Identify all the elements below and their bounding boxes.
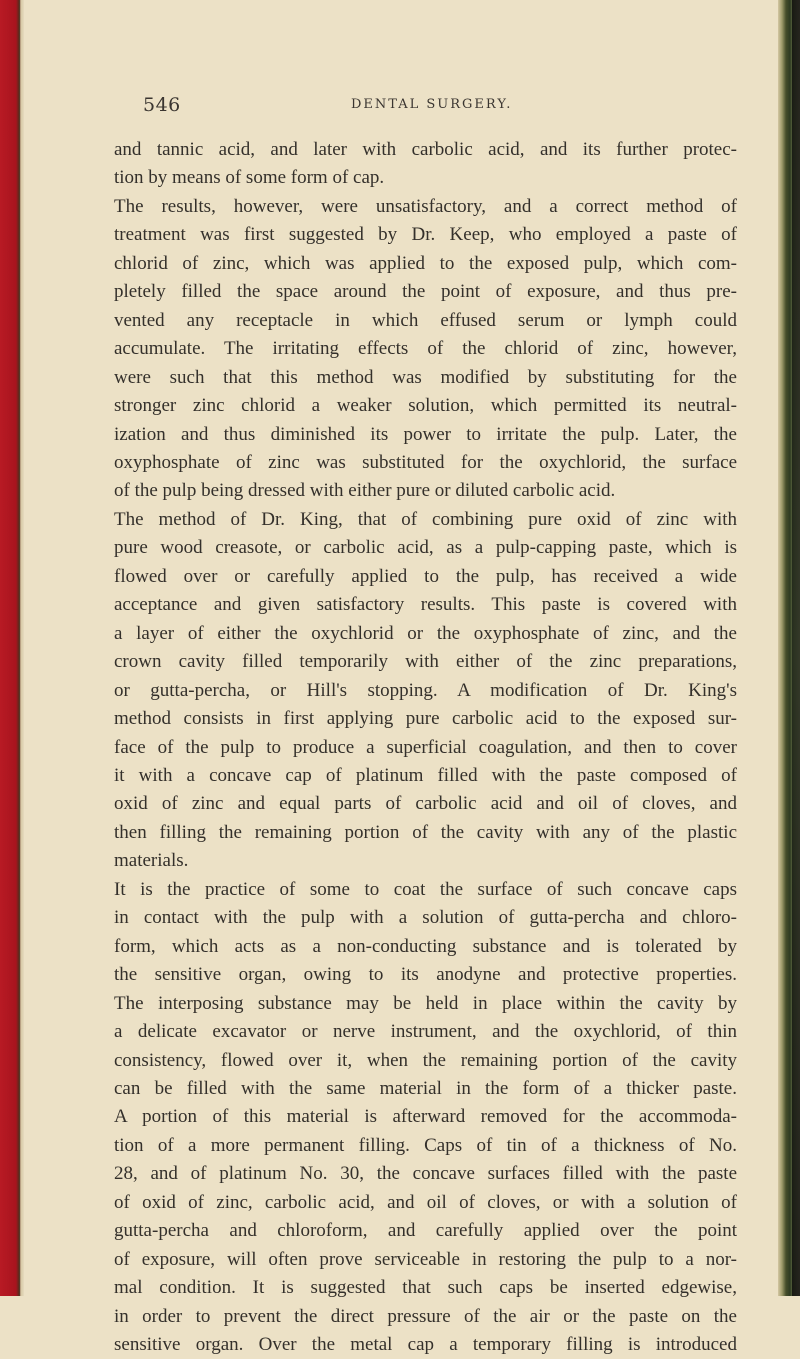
text-line: were such that this method was modified by substituting for the xyxy=(114,366,737,388)
left-red-binding-edge xyxy=(0,0,24,1296)
text-line: method consists in first applying pure carbolic acid to the exposed sur- xyxy=(114,708,737,730)
text-line: of oxid of zinc, carbolic acid, and oil of cloves, or with a solution of xyxy=(114,1191,737,1213)
text-line: flowed over or carefully applied to the pulp, has received a wide xyxy=(114,565,737,587)
text-line: tion of a more permanent filling. Caps of tin of a thickness of No. xyxy=(114,1134,737,1156)
text-line: accumulate. The irritating effects of the chlorid of zinc, however, xyxy=(114,338,737,360)
text-line: tion by means of some form of cap. xyxy=(114,167,385,189)
text-line: gutta-percha and chloroform, and carefully applied over the point xyxy=(114,1220,737,1242)
text-line: in contact with the pulp with a solution of gutta-percha and chloro- xyxy=(114,907,737,929)
text-line: pure wood creasote, or carbolic acid, as a pulp-capping paste, which is xyxy=(114,537,737,559)
page-header xyxy=(115,94,735,122)
text-line: face of the pulp to produce a superficial coagulation, and then to cover xyxy=(114,736,737,758)
text-line: materials. xyxy=(114,850,189,872)
text-line: of the pulp being dressed with either pure or diluted carbolic acid. xyxy=(114,480,616,502)
left-page-edge xyxy=(19,0,20,1296)
text-line: It is the practice of some to coat the surface of such concave caps xyxy=(114,878,737,900)
text-line: the sensitive organ, owing to its anodyne and protective properties. xyxy=(114,964,737,986)
text-line: The interposing substance may be held in place within the cavity by xyxy=(114,992,737,1014)
body-text xyxy=(114,136,737,1359)
text-line: chlorid of zinc, which was applied to the exposed pulp, which com- xyxy=(114,252,737,274)
text-line: oxid of zinc and equal parts of carbolic acid and oil of cloves, and xyxy=(114,793,737,815)
text-line: a delicate excavator or nerve instrument, and the oxychlorid, of thin xyxy=(114,1021,737,1043)
text-line: in order to prevent the direct pressure of the air or the paste on the xyxy=(114,1305,737,1327)
text-line: acceptance and given satisfactory results. This paste is covered with xyxy=(114,594,737,616)
text-line: consistency, flowed over it, when the remaining portion of the cavity xyxy=(114,1049,737,1071)
running-head: DENTAL SURGERY. xyxy=(351,97,513,112)
text-line: it with a concave cap of platinum filled with the paste composed of xyxy=(114,764,737,786)
text-line: sensitive organ. Over the metal cap a temporary filling is introduced xyxy=(114,1334,737,1356)
text-line: stronger zinc chlorid a weaker solution, which permitted its neutral- xyxy=(114,395,737,417)
text-line: The results, however, were unsatisfactory, and a correct method of xyxy=(114,195,737,217)
right-dark-margin xyxy=(792,0,800,1296)
text-line: The method of Dr. King, that of combining pure oxid of zinc with xyxy=(114,508,737,530)
text-line: pletely filled the space around the point of exposure, and thus pre- xyxy=(114,281,737,303)
text-line: oxyphosphate of zinc was substituted for the oxychlorid, the surface xyxy=(114,451,737,473)
text-line: A portion of this material is afterward removed for the accommoda- xyxy=(114,1106,737,1128)
text-line: or gutta-percha, or Hill's stopping. A modification of Dr. King's xyxy=(114,679,737,701)
text-line: can be filled with the same material in the form of a thicker paste. xyxy=(114,1077,737,1099)
text-line: treatment was first suggested by Dr. Keep, who employed a paste of xyxy=(114,224,737,246)
text-line: mal condition. It is suggested that such caps be inserted edgewise, xyxy=(114,1277,737,1299)
page-number: 546 xyxy=(143,94,181,116)
text-line: of exposure, will often prove serviceable in restoring the pulp to a nor- xyxy=(114,1248,737,1270)
text-line: ization and thus diminished its power to irritate the pulp. Later, the xyxy=(114,423,737,445)
text-line: 28, and of platinum No. 30, the concave surfaces filled with the paste xyxy=(114,1163,737,1185)
text-line: and tannic acid, and later with carbolic acid, and its further protec- xyxy=(114,139,737,160)
text-line: vented any receptacle in which effused serum or lymph could xyxy=(114,309,737,331)
text-line: form, which acts as a non-conducting substance and is tolerated by xyxy=(114,935,737,957)
text-line: crown cavity filled temporarily with either of the zinc preparations, xyxy=(114,651,737,673)
text-line: then filling the remaining portion of the cavity with any of the plastic xyxy=(114,821,737,843)
text-line: a layer of either the oxychlorid or the oxyphosphate of zinc, and the xyxy=(114,622,737,644)
